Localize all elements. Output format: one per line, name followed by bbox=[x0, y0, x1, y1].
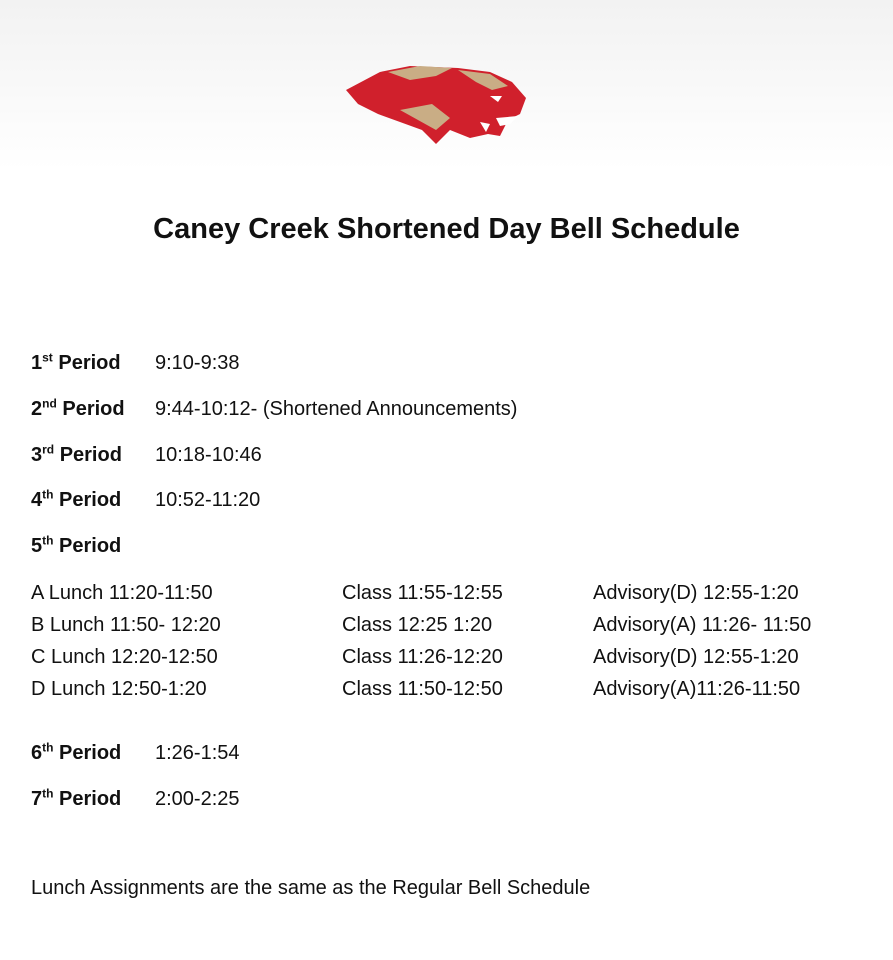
advisory-time: Advisory(A) 11:26- 11:50 bbox=[593, 614, 812, 636]
lunch-time: A Lunch 11:20-11:50 bbox=[31, 582, 213, 604]
period-time: 9:10-9:38 bbox=[155, 351, 240, 374]
period-row-7 bbox=[31, 785, 240, 813]
period-label: 1st Period bbox=[31, 349, 121, 374]
advisory-time: Advisory(A)11:26-11:50 bbox=[593, 678, 801, 700]
period-label: 3rd Period bbox=[31, 441, 122, 466]
period-time: 2:00-2:25 bbox=[155, 787, 240, 810]
class-time: Class 11:50-12:50 bbox=[342, 678, 503, 700]
footer-note: Lunch Assignments are the same as the Regular Bell Schedule bbox=[31, 877, 591, 899]
lunch-time: B Lunch 11:50- 12:20 bbox=[31, 614, 221, 636]
period-time: 10:52-11:20 bbox=[155, 488, 261, 511]
panther-head-logo-icon bbox=[340, 60, 532, 152]
lunch-row-c bbox=[0, 643, 893, 671]
period-time: 1:26-1:54 bbox=[155, 741, 240, 764]
period-row-2 bbox=[31, 395, 517, 423]
period-time: 9:44-10:12- (Shortened Announcements) bbox=[155, 397, 518, 420]
period-time: 10:18-10:46 bbox=[155, 443, 262, 466]
lunch-time: D Lunch 12:50-1:20 bbox=[31, 678, 207, 700]
period-label: 7th Period bbox=[31, 785, 122, 810]
period-label: 4th Period bbox=[31, 486, 122, 511]
period-label: 6th Period bbox=[31, 739, 122, 764]
lunch-row-b bbox=[0, 611, 893, 639]
class-time: Class 11:55-12:55 bbox=[342, 582, 503, 604]
period-row-6 bbox=[31, 739, 240, 767]
period-row-5 bbox=[31, 532, 155, 560]
lunch-time: C Lunch 12:20-12:50 bbox=[31, 646, 218, 668]
class-time: Class 11:26-12:20 bbox=[342, 646, 503, 668]
advisory-time: Advisory(D) 12:55-1:20 bbox=[593, 646, 799, 668]
class-time: Class 12:25 1:20 bbox=[342, 614, 493, 636]
period-row-1 bbox=[31, 349, 240, 377]
period-label: 2nd Period bbox=[31, 395, 125, 420]
period-row-4 bbox=[31, 486, 260, 514]
lunch-row-a bbox=[0, 579, 893, 607]
lunch-row-d bbox=[0, 675, 893, 703]
period-row-3 bbox=[31, 441, 262, 469]
page-title: Caney Creek Shortened Day Bell Schedule bbox=[153, 213, 740, 245]
advisory-time: Advisory(D) 12:55-1:20 bbox=[593, 582, 799, 604]
period-label: 5th Period bbox=[31, 532, 122, 557]
